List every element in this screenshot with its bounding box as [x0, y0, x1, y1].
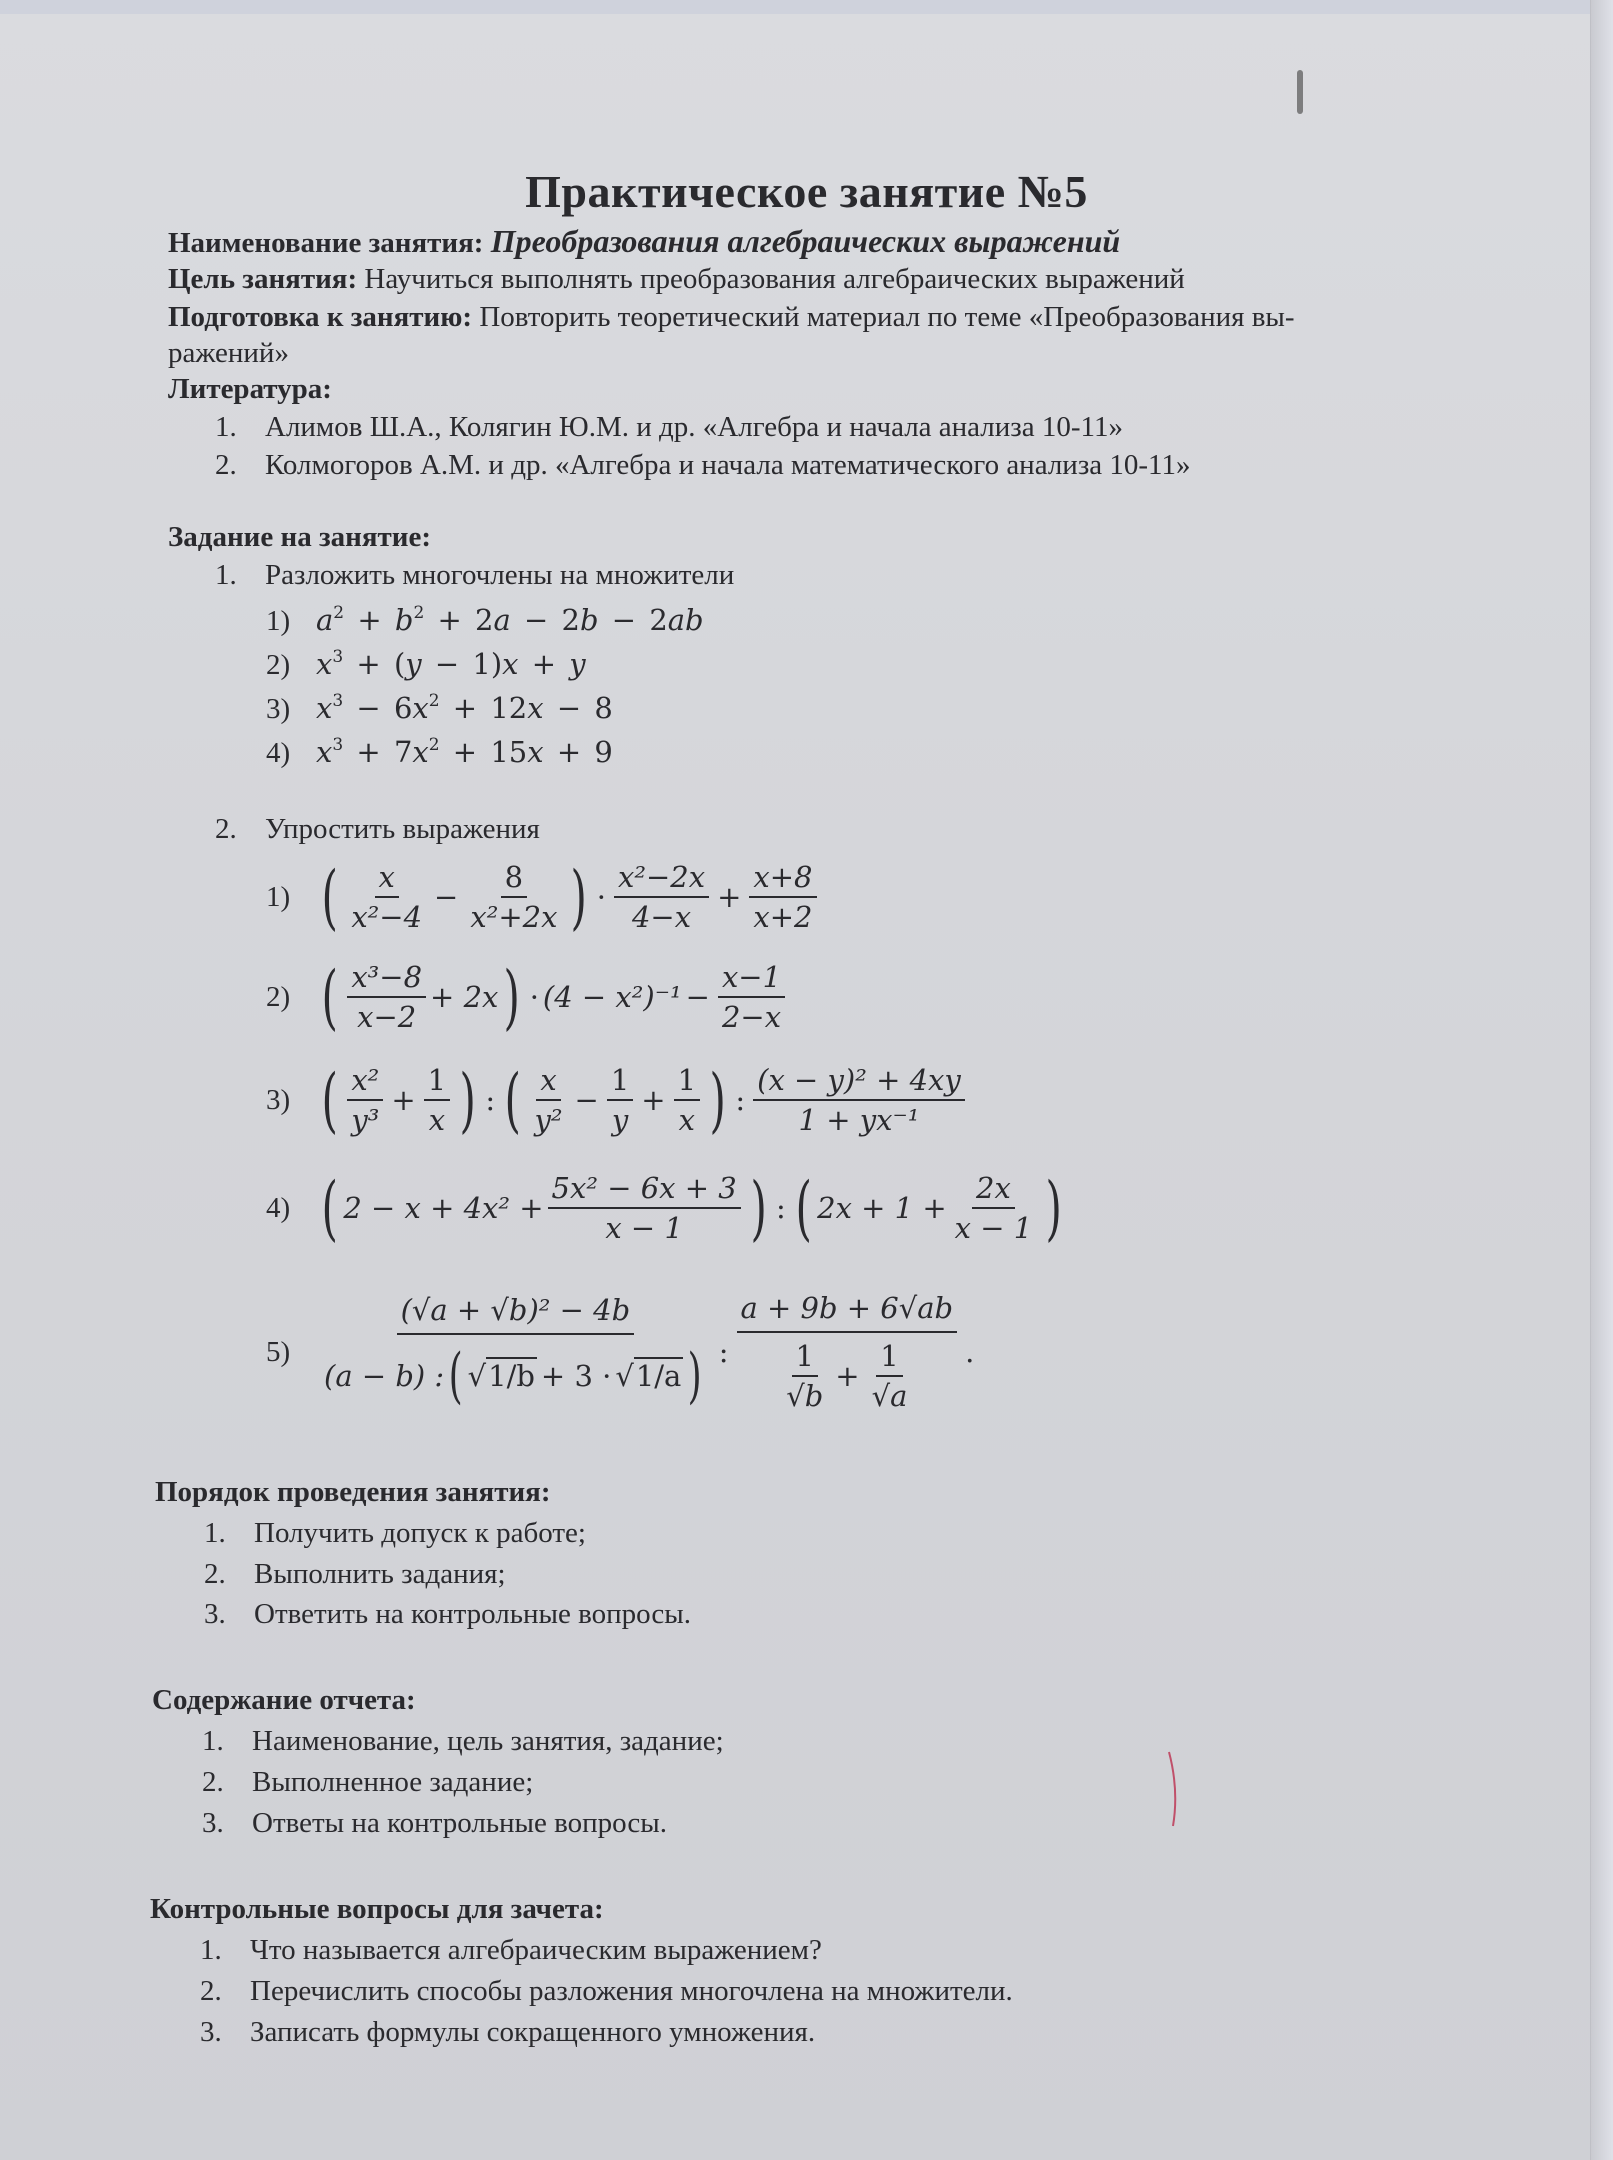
lesson-name-value: Преобразования алгебраических выражений: [490, 223, 1121, 259]
factor-item-4: 4) $x^3 + 7x^2 + 15x + 9$: [266, 735, 613, 769]
math-expression: ( 2 − x + 4x² + $\frac{\text{5x² − 6x + 3}}{x - 1}$ ) : ( 2x + 1 + $\frac{2x}{x - 1}$ ): [321, 1167, 1063, 1249]
simplify-item-2: 2) ( $\frac{\text{x³−8}}{x-2}$ + 2x ) · (4 − x²)⁻¹ − $\frac{x-1}{2-x}$: [266, 952, 789, 1042]
pen-mark: [1297, 70, 1303, 114]
page-title: Практическое занятие №5: [525, 166, 1088, 217]
simplify-item-4: 4) ( 2 − x + 4x² + $\frac{\text{5x² − 6x + 3}}{x - 1}$ ) : ( 2x + 1 + $\frac{2x}{x - 1}$ ): [266, 1163, 1068, 1253]
page-edge: [1590, 0, 1613, 2160]
math-expression: $x^3 + 7x^2 + 15x + 9$: [316, 735, 613, 769]
order-item: 2. Выполнить задания;: [204, 1558, 506, 1590]
math-expression: (√a + √b)² − 4b (a − b) : ( √1/b + 3 · √1/a ) : a + 9b + 6√ab $\frac{1}{√b}$ + $\frac{1}{√a}$ .: [324, 1291, 975, 1413]
lesson-goal-value: Научиться выполнять преобразования алгебраических выражений: [364, 263, 1185, 295]
lesson-prep-continued: ражений»: [168, 337, 289, 369]
report-heading: Содержание отчета:: [152, 1684, 416, 1716]
task-2: 2. Упростить выражения: [215, 813, 540, 845]
math-expression: $x^3 + (y - 1)x + y$: [316, 647, 586, 681]
math-expression: ( $\frac{\text{x³−8}}{x-2}$ + 2x ) · (4 − x²)⁻¹ − $\frac{x-1}{2-x}$: [316, 960, 789, 1034]
question-item: 3. Записать формулы сокращенного умножения.: [200, 2016, 816, 2048]
literature-item: 2. Колмогоров А.М. и др. «Алгебра и начала математического анализа 10-11»: [215, 449, 1191, 481]
report-item: 2. Выполненное задание;: [202, 1766, 534, 1798]
simplify-item-1: 1) ( $\frac{x}{\text{x²−4}}$ − $\frac{8}{\text{x²+2x}}$ ) · $\frac{\text{x²−2x}}{4-x}$ + $\frac{x+8}{x+2}$: [266, 852, 821, 942]
literature-item: 1. Алимов Ш.А., Колягин Ю.М. и др. «Алгебра и начала анализа 10-11»: [215, 411, 1123, 443]
lesson-goal-row: [168, 262, 1185, 296]
order-item: 3. Ответить на контрольные вопросы.: [204, 1598, 691, 1630]
lesson-prep-value: Повторить теоретический материал по теме «Преобразования вы-: [479, 301, 1295, 333]
factor-item-2: 2) $x^3 + (y - 1)x + y$: [266, 647, 586, 681]
lesson-prep-row: [168, 300, 1295, 334]
math-expression: ( $\frac{x}{\text{x²−4}}$ − $\frac{8}{\text{x²+2x}}$ ) · $\frac{\text{x²−2x}}{4-x}$ + $\frac{x+8}{x+2}$: [316, 860, 821, 934]
factor-item-3: 3) $x^3 - 6x^2 + 12x - 8$: [266, 691, 613, 725]
report-item: 1. Наименование, цель занятия, задание;: [202, 1725, 724, 1757]
task-heading: Задание на занятие:: [168, 521, 432, 553]
math-expression: $a^2 + b^2 + 2a - 2b - 2ab$: [316, 603, 704, 637]
factor-item-1: 1) $a^2 + b^2 + 2a - 2b - 2ab$: [266, 603, 704, 637]
question-item: 1. Что называется алгебраическим выражением?: [200, 1934, 822, 1966]
report-item: 3. Ответы на контрольные вопросы.: [202, 1807, 668, 1839]
simplify-item-5: 5) (√a + √b)² − 4b (a − b) : ( √1/b + 3 · √1/a ) : a + 9b + 6√ab $\frac{1}{√b}$ + $\frac{1}{√a}$ .: [266, 1272, 978, 1432]
order-heading: Порядок проведения занятия:: [155, 1476, 551, 1508]
red-pen-mark: [1165, 1750, 1185, 1830]
notebook-edge: [0, 0, 1613, 14]
task-1: 1. Разложить многочлены на множители: [215, 559, 735, 591]
lesson-name-row: [168, 224, 1120, 260]
math-expression: ( $\frac{\text{x²}}{\text{y³}}$ + $\frac{1}{x}$ ) : ( $\frac{x}{\text{y²}}$ − $\frac{1}{y}$ + $\frac{1}{x}$ ) : $\frac{\text{(x − y)² + 4xy}}{\text{1 + yx⁻¹}}$: [316, 1063, 969, 1137]
lesson-name-label: Наименование занятия:: [168, 227, 484, 259]
order-item: 1. Получить допуск к работе;: [204, 1517, 586, 1549]
simplify-item-3: 3) ( $\frac{\text{x²}}{\text{y³}}$ + $\frac{1}{x}$ ) : ( $\frac{x}{\text{y²}}$ − $\frac{1}{y}$ + $\frac{1}{x}$ ) : $\frac{\text{(x − y)² + 4xy}}{\text{1 + yx⁻¹}}$: [266, 1055, 969, 1145]
lesson-prep-label: Подготовка к занятию:: [168, 301, 473, 333]
question-item: 2. Перечислить способы разложения многочлена на множители.: [200, 1975, 1013, 2007]
lesson-goal-label: Цель занятия:: [168, 263, 358, 295]
questions-heading: Контрольные вопросы для зачета:: [150, 1893, 604, 1925]
literature-heading: Литература:: [168, 373, 332, 405]
math-expression: $x^3 - 6x^2 + 12x - 8$: [316, 691, 613, 725]
